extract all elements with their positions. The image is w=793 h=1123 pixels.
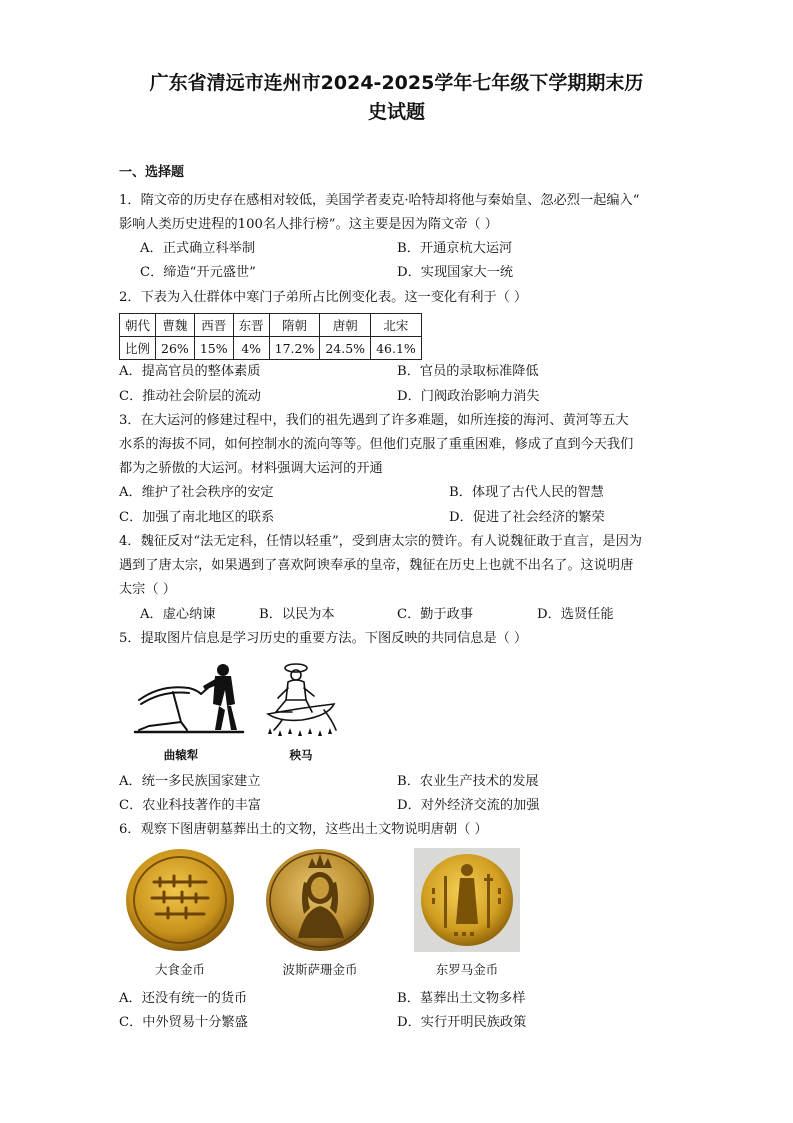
eastern-roman-gold-coin-image bbox=[414, 848, 520, 952]
q4-stem-line3: 太宗（ ） bbox=[119, 582, 176, 597]
table-cell: 曹魏 bbox=[156, 314, 195, 337]
curved-plough-illustration bbox=[131, 660, 246, 742]
seedling-horse-caption: 秧马 bbox=[289, 748, 313, 762]
exam-title-line1: 广东省清远市连州市2024-2025学年七年级下学期期末历 bbox=[149, 72, 644, 94]
q3-stem-line2: 水系的海拔不同，如何控制水的流向等等。但他们克服了重重困难，修成了直到今天我们 bbox=[119, 437, 634, 452]
q2-stem: 2．下表为入仕群体中寒门子弟所占比例变化表。这一变化有利于（ ） bbox=[119, 290, 528, 305]
q6-option-d: D．实行开明民族政策 bbox=[397, 1015, 527, 1030]
persian-coin-caption: 波斯萨珊金币 bbox=[282, 962, 358, 977]
q4-option-a: A．虚心纳谏 bbox=[140, 607, 216, 622]
roman-coin-caption: 东罗马金币 bbox=[435, 962, 499, 977]
q1-option-d: D．实现国家大一统 bbox=[397, 265, 514, 280]
table-cell: 北宋 bbox=[371, 314, 422, 337]
table-cell: 17.2% bbox=[269, 337, 320, 360]
q2-ratio-table bbox=[119, 313, 422, 360]
q5-option-a: A．统一多民族国家建立 bbox=[119, 774, 261, 789]
q3-option-d: D．促进了社会经济的繁荣 bbox=[449, 510, 605, 525]
q3-option-c: C．加强了南北地区的联系 bbox=[119, 510, 275, 525]
arab-gold-coin-image bbox=[124, 848, 236, 952]
q4-stem-line2: 遇到了唐太宗，如果遇到了喜欢阿谀奉承的皇帝，魏征在历史上也就不出名了。这说明唐 bbox=[119, 558, 634, 573]
q4-option-b: B．以民为本 bbox=[259, 607, 335, 622]
q1-stem-line2: 影响人类历史进程的100名人排行榜”。这主要是因为隋文帝（ ） bbox=[119, 217, 498, 232]
table-cell: 唐朝 bbox=[320, 314, 371, 337]
q3-option-b: B．体现了古代人民的智慧 bbox=[449, 485, 604, 500]
q2-option-a: A．提高官员的整体素质 bbox=[119, 364, 261, 379]
persian-sasanian-gold-coin-image bbox=[264, 848, 376, 952]
plough-caption: 曲辕犁 bbox=[163, 748, 199, 762]
table-cell: 东晋 bbox=[233, 314, 269, 337]
q4-option-c: C．勤于政事 bbox=[397, 607, 474, 622]
section-heading: 一、选择题 bbox=[119, 165, 185, 180]
table-cell: 西晋 bbox=[194, 314, 233, 337]
table-cell: 比例 bbox=[120, 337, 156, 360]
q5-option-d: D．对外经济交流的加强 bbox=[397, 798, 540, 813]
arab-coin-caption: 大食金币 bbox=[154, 962, 205, 977]
q6-stem: 6．观察下图唐朝墓葬出土的文物，这些出土文物说明唐朝（ ） bbox=[119, 822, 488, 837]
table-cell: 46.1% bbox=[371, 337, 422, 360]
table-cell: 26% bbox=[156, 337, 195, 360]
table-cell: 朝代 bbox=[120, 314, 156, 337]
q1-option-c: C．缔造“开元盛世” bbox=[140, 265, 256, 280]
table-cell: 4% bbox=[233, 337, 269, 360]
q5-stem: 5．提取图片信息是学习历史的重要方法。下图反映的共同信息是（ ） bbox=[119, 631, 528, 646]
q6-option-b: B．墓葬出土文物多样 bbox=[397, 991, 526, 1006]
table-cell: 15% bbox=[194, 337, 233, 360]
q2-option-b: B．官员的录取标准降低 bbox=[397, 364, 539, 379]
q5-option-c: C．农业科技著作的丰富 bbox=[119, 798, 261, 813]
q3-option-a: A．维护了社会秩序的安定 bbox=[119, 485, 274, 500]
q2-option-c: C．推动社会阶层的流动 bbox=[119, 389, 261, 404]
q1-stem-line1: 1．隋文帝的历史存在感相对较低，美国学者麦克·哈特却将他与秦始皇、忽必烈一起编入“ bbox=[119, 193, 640, 208]
q1-option-a: A．正式确立科举制 bbox=[140, 241, 256, 256]
q6-option-c: C．中外贸易十分繁盛 bbox=[119, 1015, 248, 1030]
q4-option-d: D．选贤任能 bbox=[537, 607, 614, 622]
q3-stem-line1: 3．在大运河的修建过程中，我们的祖先遇到了许多难题，如所连接的海河、黄河等五大 bbox=[119, 413, 629, 428]
rice-seedling-horse-illustration bbox=[262, 660, 340, 742]
q3-stem-line3: 都为之骄傲的大运河。材料强调大运河的开通 bbox=[119, 461, 383, 476]
q6-option-a: A．还没有统一的货币 bbox=[119, 991, 248, 1006]
q1-option-b: B．开通京杭大运河 bbox=[397, 241, 513, 256]
table-cell: 隋朝 bbox=[269, 314, 320, 337]
q4-stem-line1: 4．魏征反对“法无定科，任情以轻重”，受到唐太宗的赞许。有人说魏征敢于直言，是因为 bbox=[119, 534, 642, 549]
table-row bbox=[120, 337, 422, 360]
q5-option-b: B．农业生产技术的发展 bbox=[397, 774, 539, 789]
table-cell: 24.5% bbox=[320, 337, 371, 360]
table-row bbox=[120, 314, 422, 337]
q2-option-d: D．门阀政治影响力消失 bbox=[397, 389, 540, 404]
exam-title-line2: 史试题 bbox=[367, 101, 425, 123]
